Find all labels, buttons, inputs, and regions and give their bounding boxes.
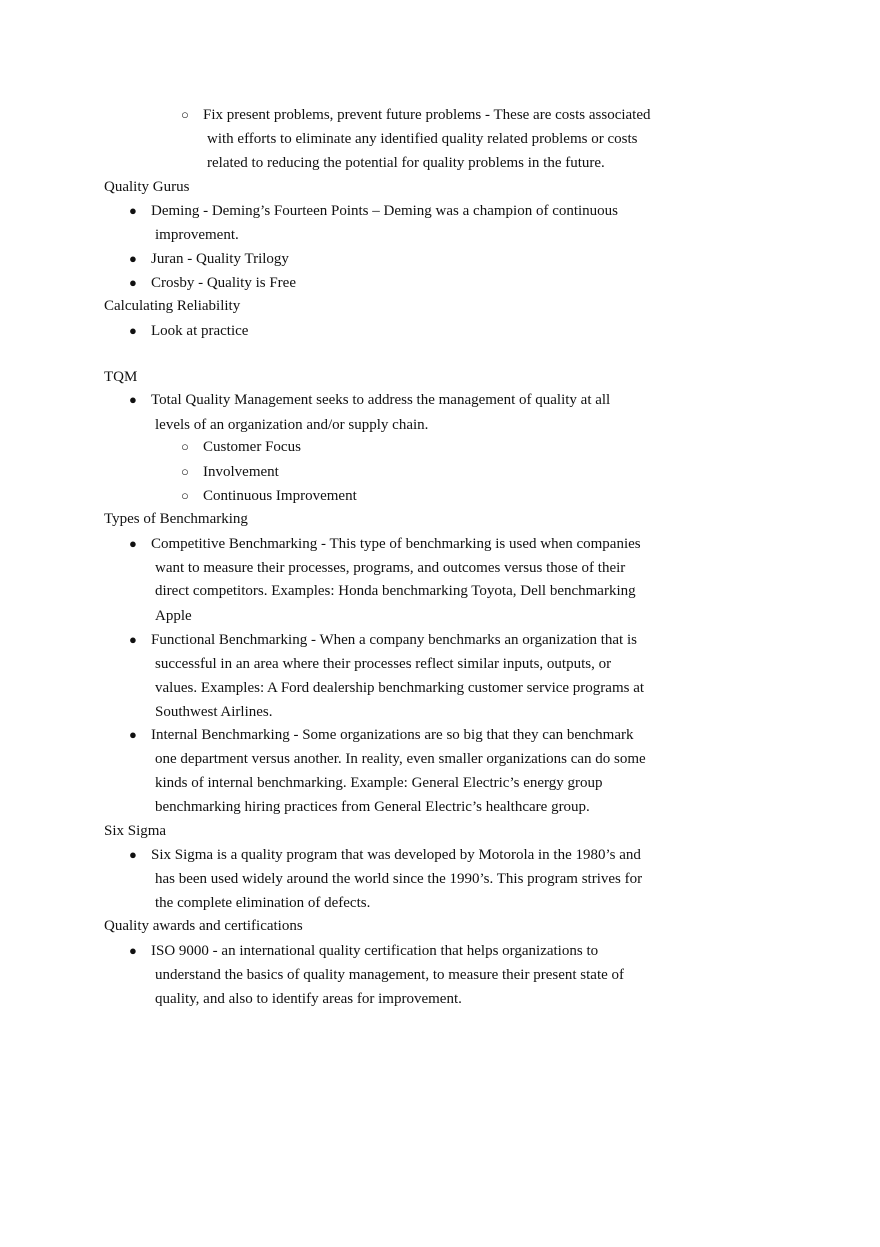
list-item-deming: Deming - Deming’s Fourteen Points – Deming was a champion of continuous — [151, 203, 619, 219]
list-item-internal-cont: kinds of internal benchmarking. Example: General Electric’s energy group — [155, 775, 603, 791]
list-item-internal-cont: one department versus another. In reality, even smaller organizations can do some — [155, 751, 646, 767]
section-heading-tqm: TQM — [104, 369, 138, 385]
bullet-marker: ● — [129, 323, 137, 338]
bullet-marker: ● — [129, 536, 137, 551]
bullet-marker: ● — [129, 727, 137, 742]
list-item-tqm: Total Quality Management seeks to address the management of quality at all — [151, 392, 611, 408]
list-item-iso-9000: ISO 9000 - an international quality certification that helps organizations to — [151, 943, 599, 959]
section-heading-quality-gurus: Quality Gurus — [104, 179, 190, 195]
section-heading-six-sigma: Six Sigma — [104, 823, 167, 839]
list-item-juran: Juran - Quality Trilogy — [151, 251, 289, 267]
list-item-functional-cont: successful in an area where their processes reflect similar inputs, outputs, or — [155, 656, 612, 672]
list-item-iso-9000-cont: understand the basics of quality management, to measure their present state of — [155, 967, 625, 983]
list-item-functional-cont: Southwest Airlines. — [155, 704, 273, 720]
sub-item-customer-focus: Customer Focus — [203, 439, 301, 455]
list-item-competitive-cont: Apple — [155, 608, 192, 624]
list-item-iso-9000-cont: quality, and also to identify areas for improvement. — [155, 991, 462, 1007]
list-item-six-sigma-cont: the complete elimination of defects. — [155, 895, 371, 911]
list-item-six-sigma-cont: has been used widely around the world since the 1990’s. This program strives for — [155, 871, 643, 887]
sub-bullet-marker: ○ — [181, 488, 189, 503]
bullet-marker: ● — [129, 392, 137, 407]
list-item-internal-benchmarking: Internal Benchmarking - Some organizations are so big that they can benchmark — [151, 727, 634, 743]
list-item-internal-cont: benchmarking hiring practices from General Electric’s healthcare group. — [155, 799, 590, 815]
section-heading-calculating-reliability: Calculating Reliability — [104, 298, 241, 314]
sub-item-continuous-improvement: Continuous Improvement — [203, 488, 357, 504]
top-item-line: with efforts to eliminate any identified quality related problems or costs — [207, 131, 638, 147]
sub-bullet-marker: ○ — [181, 107, 189, 122]
list-item-deming-cont: improvement. — [155, 227, 239, 243]
bullet-marker: ● — [129, 943, 137, 958]
top-item-line: related to reducing the potential for quality problems in the future. — [207, 155, 605, 171]
list-item-competitive-cont: direct competitors. Examples: Honda benchmarking Toyota, Dell benchmarking — [155, 583, 636, 599]
sub-bullet-marker: ○ — [181, 464, 189, 479]
list-item-competitive-cont: want to measure their processes, programs, and outcomes versus those of their — [155, 560, 626, 576]
bullet-marker: ● — [129, 275, 137, 290]
bullet-marker: ● — [129, 203, 137, 218]
bullet-marker: ● — [129, 847, 137, 862]
bullet-marker: ● — [129, 251, 137, 266]
list-item-functional-cont: values. Examples: A Ford dealership benchmarking customer service programs at — [155, 680, 645, 696]
list-item-functional-benchmarking: Functional Benchmarking - When a company benchmarks an organization that is — [151, 632, 637, 648]
section-heading-quality-awards: Quality awards and certifications — [104, 918, 303, 934]
list-item-look-at-practice: Look at practice — [151, 323, 249, 339]
list-item-six-sigma: Six Sigma is a quality program that was developed by Motorola in the 1980’s and — [151, 847, 641, 863]
list-item-competitive-benchmarking: Competitive Benchmarking - This type of benchmarking is used when companies — [151, 536, 641, 552]
section-heading-types-of-benchmarking: Types of Benchmarking — [104, 511, 248, 527]
top-item-line: Fix present problems, prevent future problems - These are costs associated — [203, 107, 651, 123]
bullet-marker: ● — [129, 632, 137, 647]
list-item-crosby: Crosby - Quality is Free — [151, 275, 296, 291]
sub-item-involvement: Involvement — [203, 464, 279, 480]
list-item-tqm-cont: levels of an organization and/or supply chain. — [155, 417, 429, 433]
sub-bullet-marker: ○ — [181, 439, 189, 454]
